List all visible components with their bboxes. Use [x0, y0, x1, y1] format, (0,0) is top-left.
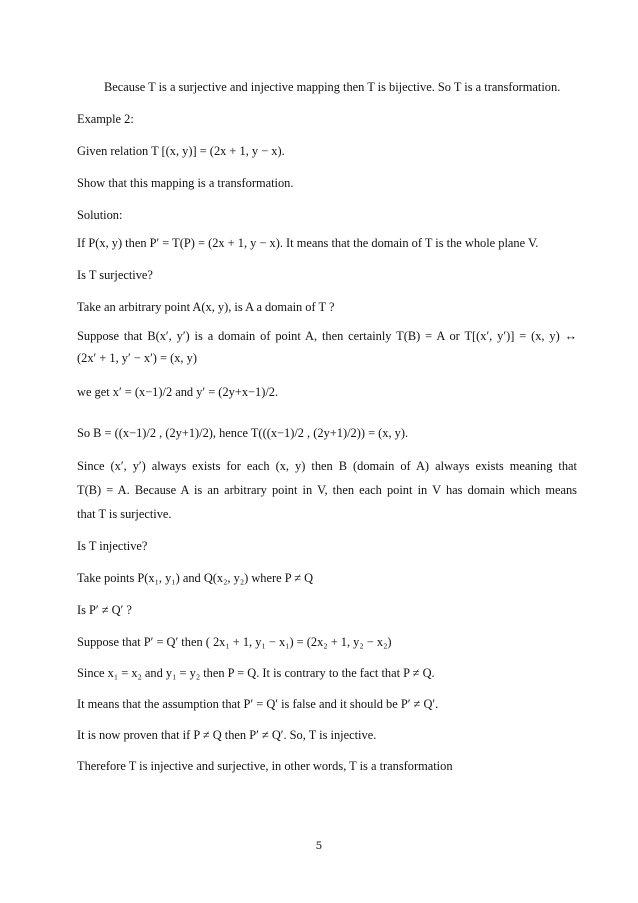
text-line-proven-injective: It is now proven that if P ≠ Q then P′ ≠ Q′. So, T is injective.: [77, 728, 377, 742]
text-line-conclusion: Therefore T is injective and surjective, in other words, T is a transformation: [77, 759, 453, 773]
text-line-show-transformation: Show that this mapping is a transformation.: [77, 176, 294, 190]
text-line-tb-equals-a: T(B) = A. Because A is an arbitrary point in V, then each point in V has domain which means: [77, 483, 577, 497]
text-line-since-exists: Since (x′, y′) always exists for each (x, y) then B (domain of A) always exists meaning that: [77, 459, 577, 473]
example-heading: Example 2:: [77, 112, 134, 126]
text-line-we-get: we get x′ = (x−1)/2 and y′ = (2y+x−1)/2.: [77, 385, 279, 399]
text-line-given-relation: Given relation T [(x, y)] = (2x + 1, y − x).: [77, 144, 285, 158]
text-line-injective-question: Is T injective?: [77, 539, 148, 553]
text-line-surjective-question: Is T surjective?: [77, 268, 153, 282]
text-line-arbitrary-point: Take an arbitrary point A(x, y), is A a domain of T ?: [77, 300, 335, 314]
text-line-contrary: Since x₁ = x₂ and y₁ = y₂ then P = Q. It is contrary to the fact that P ≠ Q.: [77, 666, 435, 680]
text-line-suppose-b: Suppose that B(x′, y′) is a domain of point A, then certainly T(B) = A or T[(x′, y′)] = (x, y) ↔: [77, 329, 577, 343]
text-line-equation: (2x′ + 1, y′ − x′) = (x, y): [77, 351, 197, 365]
text-line-is-surjective: that T is surjective.: [77, 507, 172, 521]
page-number: 5: [315, 840, 323, 852]
text-line-suppose-equal: Suppose that P′ = Q′ then ( 2x₁ + 1, y₁ − x₁) = (2x₂ + 1, y₂ − x₂): [77, 635, 392, 649]
text-line-assumption-false: It means that the assumption that P′ = Q′ is false and it should be P′ ≠ Q′.: [77, 697, 439, 711]
text-line-so-b: So B = ((x−1)/2 , (2y+1)/2), hence T(((x−1)/2 , (2y+1)/2)) = (x, y).: [77, 426, 409, 440]
text-line-take-points: Take points P(x₁, y₁) and Q(x₂, y₂) where P ≠ Q: [77, 571, 314, 585]
text-line-is-p-neq-q: Is P′ ≠ Q′ ?: [77, 603, 132, 617]
solution-heading: Solution:: [77, 208, 123, 222]
text-line-bijective: Because T is a surjective and injective mapping then T is bijective. So T is a transformation.: [104, 80, 561, 94]
text-line-domain: If P(x, y) then P′ = T(P) = (2x + 1, y − x). It means that the domain of T is the whole plane V.: [77, 236, 539, 250]
